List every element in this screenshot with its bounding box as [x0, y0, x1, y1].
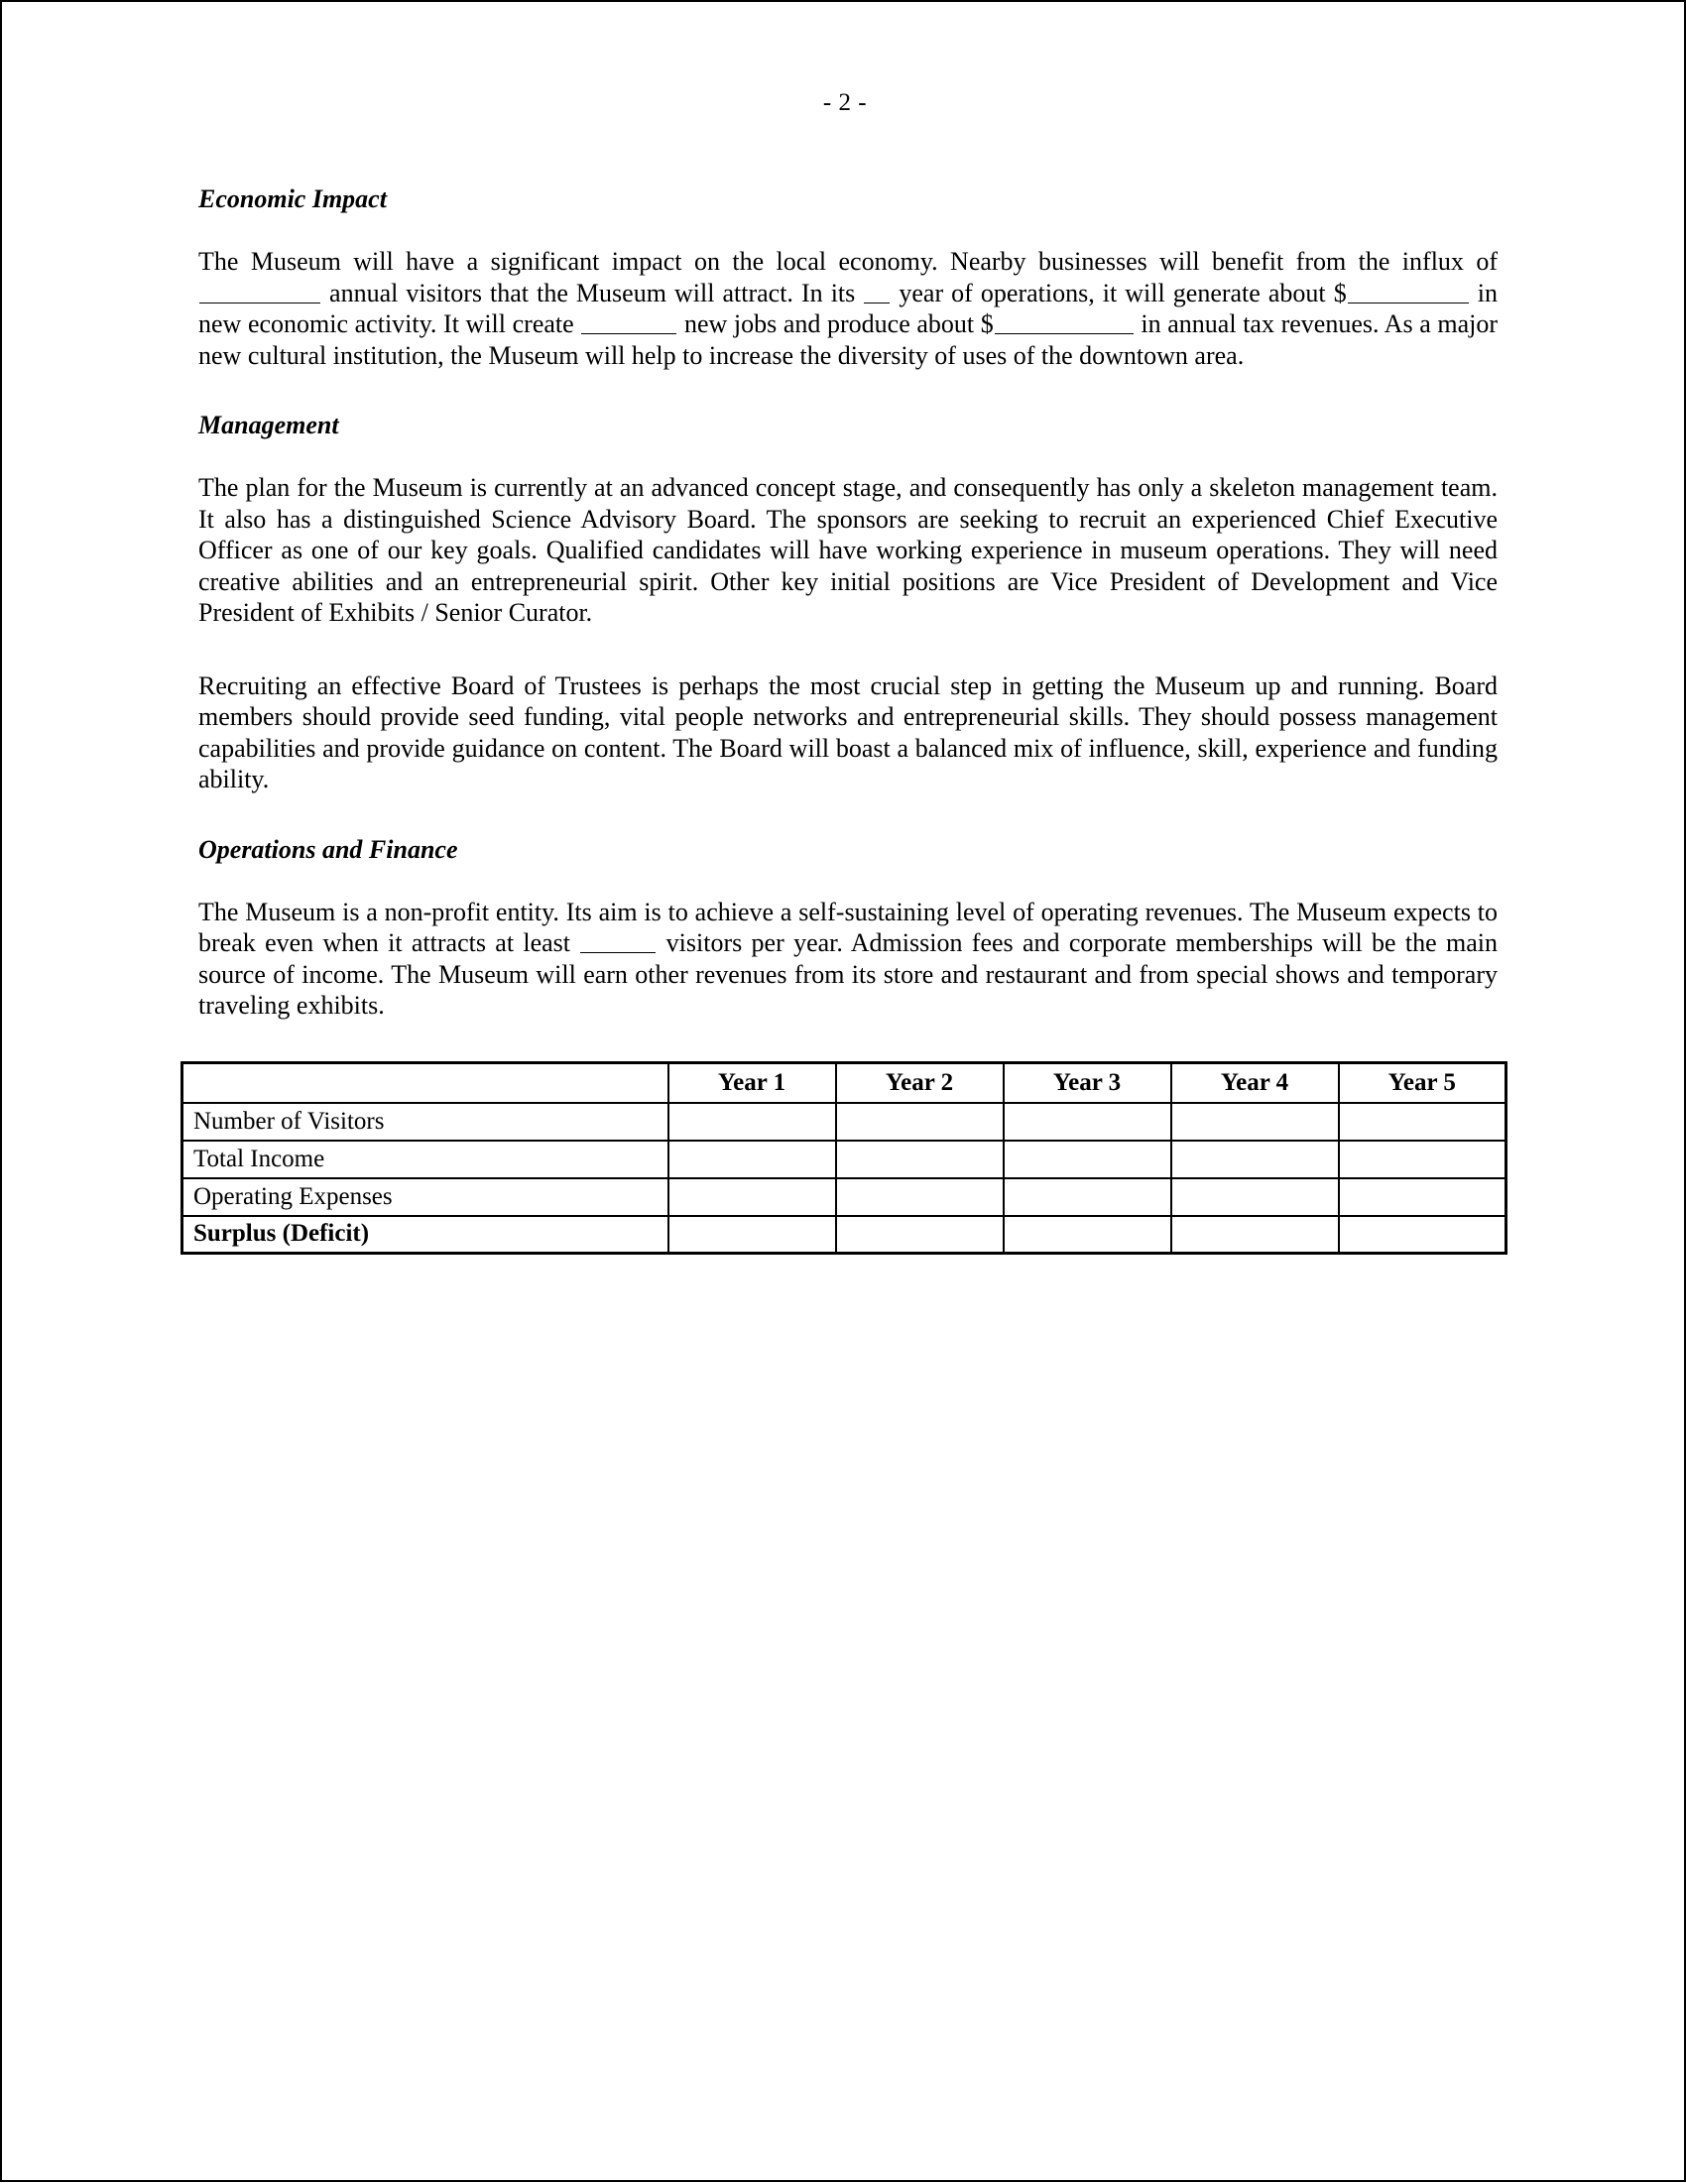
fill-in-blank[interactable]: [864, 279, 890, 303]
fill-in-blank[interactable]: [581, 309, 676, 334]
table-cell[interactable]: [668, 1103, 836, 1141]
page-number: - 2 -: [822, 89, 868, 116]
fill-in-blank[interactable]: [199, 279, 320, 303]
table-column-header-year-1: Year 1: [668, 1063, 836, 1103]
table-cell[interactable]: [836, 1141, 1004, 1178]
table-corner-cell: [182, 1063, 668, 1103]
table-body: [182, 1103, 1506, 1254]
table-header: [182, 1063, 1506, 1103]
table-column-header-year-2: Year 2: [836, 1063, 1004, 1103]
paragraph-text: annual visitors that the Museum will attract. In its: [321, 278, 864, 307]
table-cell[interactable]: [1004, 1141, 1171, 1178]
fill-in-blank[interactable]: [995, 309, 1134, 334]
table-cell[interactable]: [1004, 1103, 1171, 1141]
section-heading-operations-and-finance: Operations and Finance: [198, 834, 458, 864]
paragraph-management-p2: [198, 670, 1498, 795]
section-heading-economic-impact: Economic Impact: [198, 184, 387, 213]
paragraph-management-p1: [198, 472, 1498, 629]
paragraph-economic-impact-p1: [198, 246, 1498, 371]
fill-in-blank[interactable]: [580, 928, 656, 953]
table-cell[interactable]: [836, 1216, 1004, 1254]
table-row-label: Number of Visitors: [182, 1103, 668, 1141]
table-cell[interactable]: [1171, 1103, 1339, 1141]
table-cell[interactable]: [1171, 1178, 1339, 1216]
table-cell[interactable]: [1339, 1141, 1506, 1178]
table-cell[interactable]: [1171, 1141, 1339, 1178]
paragraph-text: The Museum will have a significant impact on the local economy. Nearby businesses will benefit from the influx of: [198, 247, 1498, 276]
document-content: [198, 186, 1498, 1063]
table-cell[interactable]: [1339, 1216, 1506, 1254]
table-cell[interactable]: [1339, 1178, 1506, 1216]
fill-in-blank[interactable]: [1348, 279, 1469, 303]
table-cell[interactable]: [1004, 1178, 1171, 1216]
table-row-label: Total Income: [182, 1141, 668, 1178]
table-row: [182, 1103, 1506, 1141]
table-cell[interactable]: [836, 1103, 1004, 1141]
financial-projection-table: [181, 1061, 1507, 1255]
table-row-label: Surplus (Deficit): [182, 1216, 668, 1254]
paragraph-text: Recruiting an effective Board of Trustees is perhaps the most crucial step in getting the Museum up and running. Board members should provide seed funding, vital people networks and entrepreneurial skills. They should possess management capabilities and provide guidance on content. The Board will boast a balanced mix of influence, skill, experience and funding ability.: [198, 670, 1498, 793]
paragraph-text: The plan for the Museum is currently at an advanced concept stage, and consequently has only a skeleton management team. It also has a distinguished Science Advisory Board. The sponsors are seeking to recruit an experienced Chief Executive Officer as one of our key goals. Qualified candidates will have working experience in museum operations. They will need creative abilities and an entrepreneurial spirit. Other key initial positions are Vice President of Development and Vice President of Exhibits / Senior Curator.: [198, 473, 1498, 627]
page-body: [2, 2, 1686, 2184]
paragraph-text: new jobs and produce about $: [677, 309, 994, 338]
financial-projection-table-wrapper: [181, 1061, 1509, 1255]
table-cell[interactable]: [1004, 1216, 1171, 1254]
paragraph-text: visitors per year. Admission fees and corporate memberships will be the main source of income. The Museum will earn other revenues from its store and restaurant and from special shows and temporary traveling exhibits.: [198, 928, 1498, 1020]
table-column-header-year-3: Year 3: [1004, 1063, 1171, 1103]
table-column-header-year-4: Year 4: [1171, 1063, 1339, 1103]
paragraph-text: in annual tax revenues. As a major new cultural institution, the Museum will help to increase the diversity of uses of the downtown area.: [198, 309, 1499, 370]
table-row: [182, 1216, 1506, 1254]
table-row: [182, 1141, 1506, 1178]
table-cell[interactable]: [1171, 1216, 1339, 1254]
table-column-header-year-5: Year 5: [1339, 1063, 1506, 1103]
table-cell[interactable]: [668, 1178, 836, 1216]
table-cell[interactable]: [1339, 1103, 1506, 1141]
table-row-label: Operating Expenses: [182, 1178, 668, 1216]
table-header-row: [182, 1063, 1506, 1103]
paragraph-text: in new economic activity. It will create: [198, 278, 1498, 338]
table-cell[interactable]: [668, 1216, 836, 1254]
table-row: [182, 1178, 1506, 1216]
paragraph-text: The Museum is a non-profit entity. Its aim is to achieve a self-sustaining level of operating revenues. The Museum expects to break even when it attracts at least: [198, 897, 1498, 957]
paragraph-operations-p1: [198, 897, 1498, 1022]
section-heading-management: Management: [198, 411, 339, 439]
table-cell[interactable]: [668, 1141, 836, 1178]
table-cell[interactable]: [836, 1178, 1004, 1216]
paragraph-text: year of operations, it will generate about $: [891, 278, 1347, 307]
